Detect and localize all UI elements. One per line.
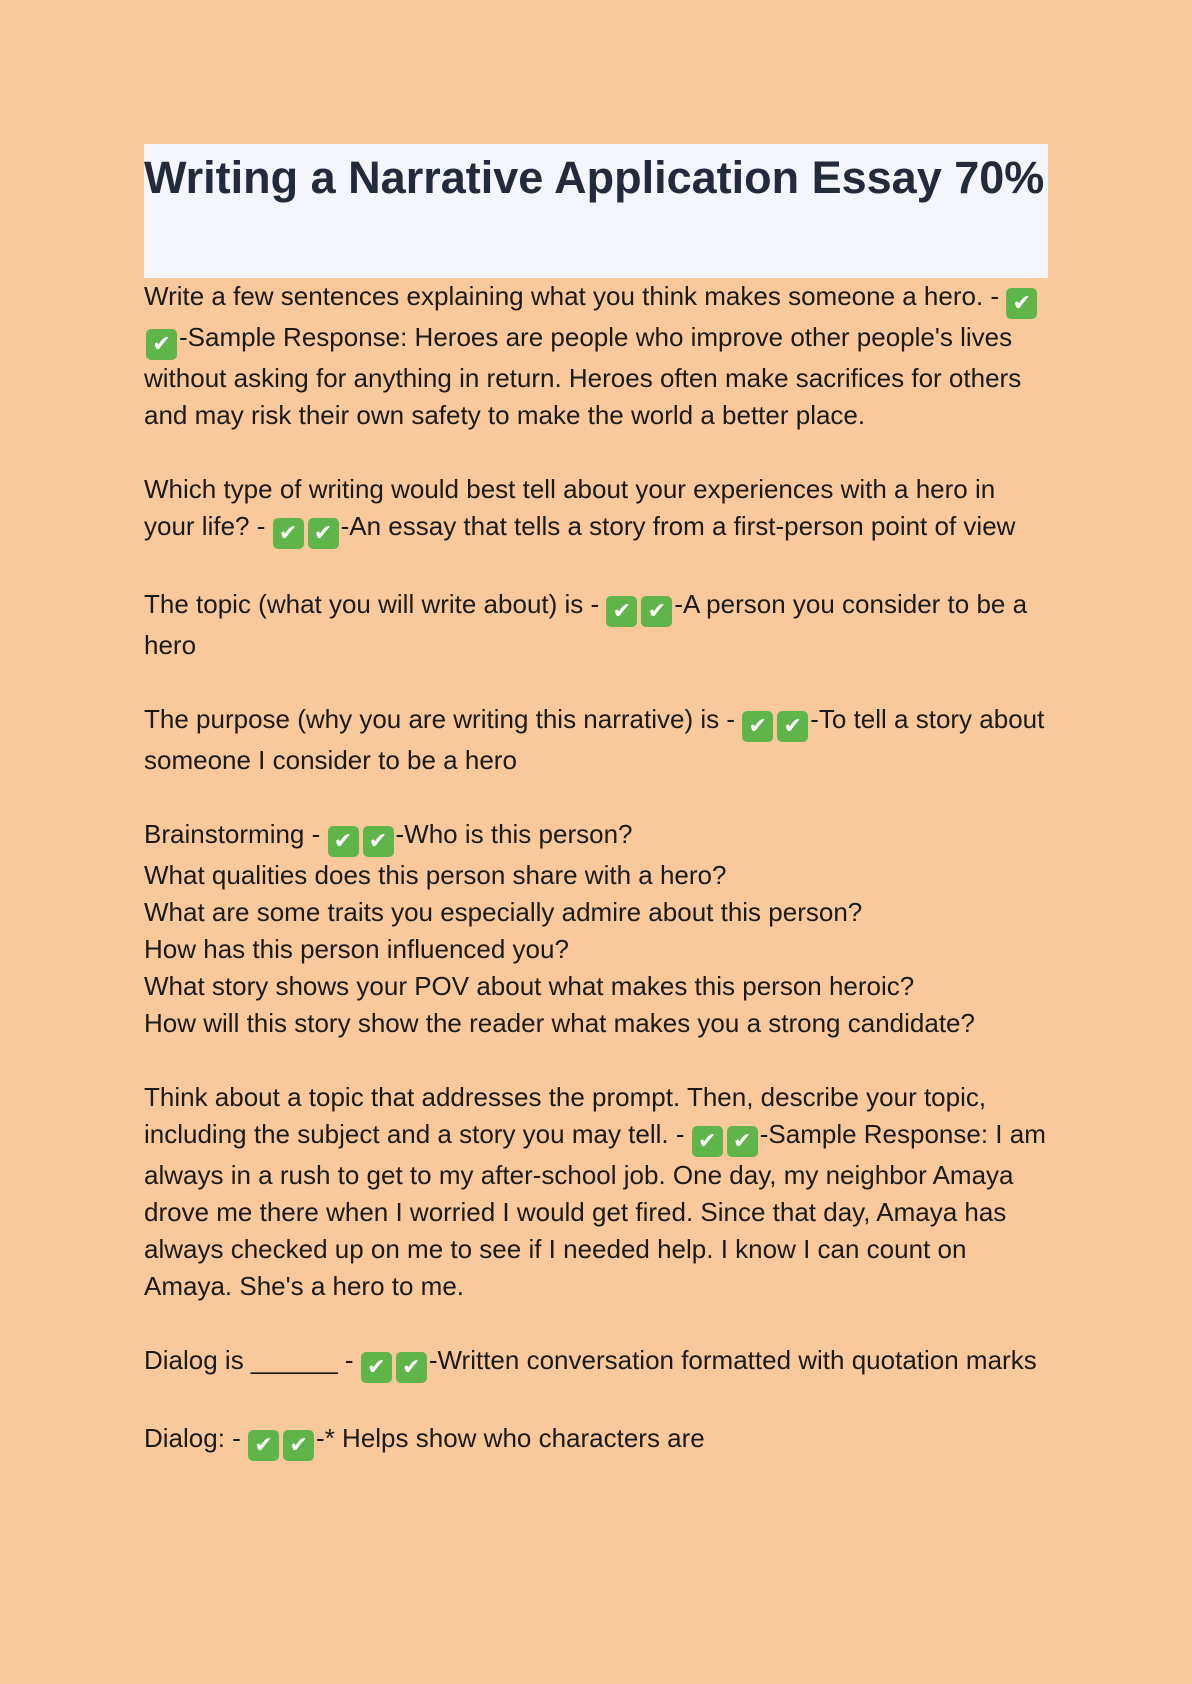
answer-text: -Written conversation formatted with quotation marks [428,1345,1037,1375]
qa-item-7 [144,1342,1048,1383]
check-mark-icon: ✔ [283,1430,314,1461]
question-text: Dialog is ______ - [144,1345,361,1375]
check-mark-icon: ✔ [308,518,339,549]
brainstorm-line: What are some traits you especially admire about this person? [144,897,863,927]
check-mark-icon: ✔ [727,1126,758,1157]
qa-item-5 [144,816,1048,1042]
check-mark-icon: ✔ [361,1352,392,1383]
question-text: Brainstorming - [144,819,328,849]
qa-item-2 [144,471,1048,549]
brainstorm-line: What story shows your POV about what makes this person heroic? [144,971,915,1001]
answer-text: -A person you consider to be a hero [144,589,1028,660]
check-mark-icon: ✔ [606,596,637,627]
title-box [144,144,1048,278]
check-mark-icon: ✔ [363,826,394,857]
document-page [144,144,1048,1498]
answer-text: -To tell a story about someone I consider to be a hero [144,704,1045,775]
answer-text: -Sample Response: Heroes are people who improve other people's lives without asking for anything in return. Heroes often make sacrifices for others and may risk their own safety to make the world a better place. [144,322,1022,430]
brainstorm-line: What qualities does this person share with a hero? [144,860,727,890]
qa-item-6 [144,1079,1048,1305]
check-mark-icon: ✔ [777,711,808,742]
qa-item-8 [144,1420,1048,1461]
check-mark-icon: ✔ [692,1126,723,1157]
check-mark-icon: ✔ [742,711,773,742]
answer-text: -Sample Response: I am always in a rush to get to my after-school job. One day, my neighbor Amaya drove me there when I worried I would get fired. Since that day, Amaya has always checked up on me to see if I needed help. I know I can count on Amaya. She's a hero to me. [144,1119,1046,1301]
document-body [144,278,1048,1461]
check-mark-icon: ✔ [1006,288,1037,319]
question-text: Write a few sentences explaining what you think makes someone a hero. - [144,281,1007,311]
check-mark-icon: ✔ [396,1352,427,1383]
check-mark-icon: ✔ [248,1430,279,1461]
brainstorm-line: How will this story show the reader what makes you a strong candidate? [144,1008,975,1038]
qa-item-3 [144,586,1048,664]
check-mark-icon: ✔ [641,596,672,627]
check-mark-icon: ✔ [146,329,177,360]
question-text: Think about a topic that addresses the prompt. Then, describe your topic, including the subject and a story you may tell. - [144,1082,987,1149]
page-title: Writing a Narrative Application Essay 70% [144,152,1045,203]
brainstorm-line: How has this person influenced you? [144,934,569,964]
question-text: The purpose (why you are writing this narrative) is - [144,704,743,734]
answer-text: -An essay that tells a story from a first-person point of view [340,511,1016,541]
answer-text: -Who is this person? [395,819,633,849]
answer-text: -* Helps show who characters are [316,1423,705,1453]
check-mark-icon: ✔ [328,826,359,857]
qa-item-1 [144,278,1048,434]
qa-item-4 [144,701,1048,779]
check-mark-icon: ✔ [273,518,304,549]
question-text: Dialog: - [144,1423,249,1453]
question-text: Which type of writing would best tell about your experiences with a hero in your life? - [144,474,996,541]
question-text: The topic (what you will write about) is - [144,589,607,619]
